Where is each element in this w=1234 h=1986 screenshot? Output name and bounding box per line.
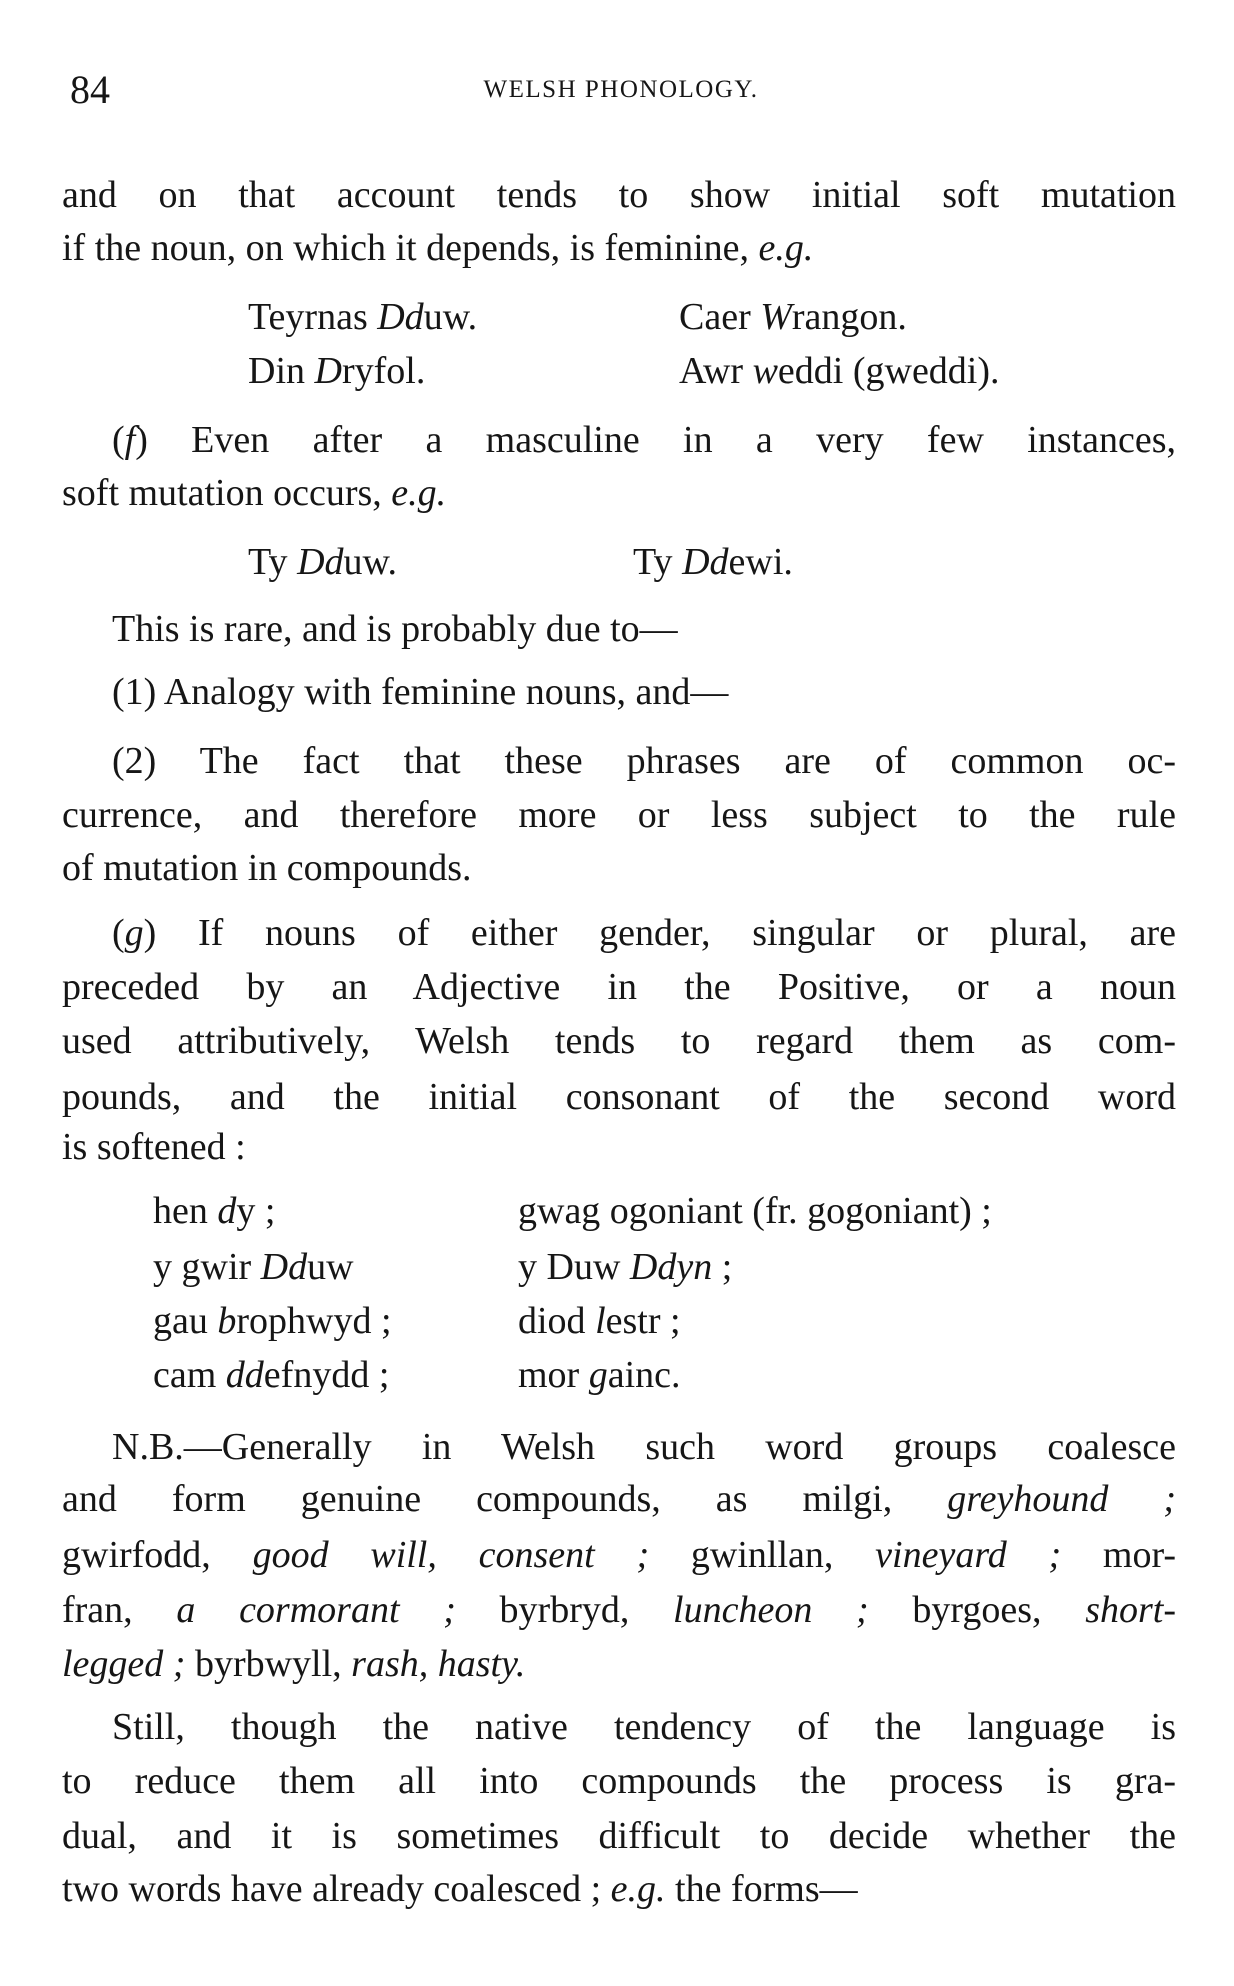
text-line — [112, 665, 1176, 719]
page-number: 84 — [70, 67, 110, 112]
italic-text: Dd — [682, 541, 729, 583]
italic-text: f — [124, 419, 136, 461]
italic-text: e.g. — [610, 1868, 666, 1910]
example-phrase — [248, 344, 425, 398]
example-row — [0, 344, 1234, 398]
text-run: ; — [712, 1246, 733, 1288]
text-run: eddi (gweddi). — [777, 350, 1000, 392]
example-row — [0, 1348, 1234, 1402]
text-run: dual, and it is sometimes difficult to decide whether the — [62, 1815, 1176, 1857]
example-phrase — [153, 1184, 275, 1238]
text-run: hen — [153, 1190, 218, 1232]
text-run: (2) The fact that these phrases are of common oc- — [112, 740, 1176, 782]
example-row — [0, 1184, 1234, 1238]
example-row — [0, 1240, 1234, 1294]
text-run: Awr — [679, 350, 753, 392]
text-line — [62, 221, 1176, 275]
example-phrase — [518, 1348, 681, 1402]
example-phrase — [248, 290, 477, 344]
text-run: diod — [518, 1300, 596, 1342]
example-phrase — [153, 1240, 354, 1294]
example-row — [0, 1294, 1234, 1348]
text-line — [62, 1583, 1176, 1637]
example-phrase — [248, 535, 397, 589]
text-run: of mutation in compounds. — [62, 847, 472, 889]
italic-text: W — [760, 296, 792, 338]
text-line — [62, 168, 1176, 222]
text-run: Ty — [633, 541, 683, 583]
text-line — [62, 1754, 1176, 1808]
text-line — [62, 841, 1176, 895]
text-run: and form genuine compounds, as milgi, — [62, 1478, 948, 1520]
italic-text: Dd — [297, 541, 344, 583]
italic-text: a cormorant ; — [176, 1589, 456, 1631]
text-run: ainc. — [607, 1354, 681, 1396]
text-run: gwinllan, — [649, 1534, 876, 1576]
text-run: if the noun, on which it depends, is feminine, — [62, 227, 759, 269]
italic-text: Dd — [377, 296, 424, 338]
text-run: y gwir — [153, 1246, 261, 1288]
italic-text: rash, hasty. — [351, 1643, 526, 1685]
text-run: is softened : — [62, 1126, 246, 1168]
text-run: gwirfodd, — [62, 1534, 253, 1576]
text-run: (1) Analogy with feminine nouns, and— — [112, 671, 729, 713]
example-row — [0, 290, 1234, 344]
text-line — [62, 1637, 1176, 1691]
text-line — [62, 1809, 1176, 1863]
text-run: y Duw — [518, 1246, 630, 1288]
text-run: N.B.—Generally in Welsh such word groups coalesce — [112, 1426, 1176, 1468]
text-run: estr ; — [605, 1300, 681, 1342]
text-run: byrgoes, — [868, 1589, 1086, 1631]
text-run: Ty — [248, 541, 298, 583]
text-run: Din — [248, 350, 315, 392]
italic-text: e.g. — [391, 472, 447, 514]
example-phrase — [518, 1240, 732, 1294]
text-line — [62, 1070, 1176, 1124]
text-run: uw. — [343, 541, 397, 583]
text-run: used attributively, Welsh tends to regard them as com- — [62, 1020, 1176, 1062]
italic-text: e.g. — [758, 227, 814, 269]
italic-text: good will, consent ; — [252, 1534, 650, 1576]
text-run: ewi. — [728, 541, 793, 583]
text-line — [112, 906, 1176, 960]
text-run: mor- — [1061, 1534, 1176, 1576]
italic-text: Ddyn — [629, 1246, 713, 1288]
example-phrase — [153, 1348, 389, 1402]
text-run: rangon. — [791, 296, 907, 338]
text-run: Still, though the native tendency of the language is — [112, 1706, 1176, 1748]
italic-text: short- — [1085, 1589, 1176, 1631]
example-phrase — [518, 1294, 681, 1348]
text-run: to reduce them all into compounds the process is gra- — [62, 1760, 1176, 1802]
italic-text: Dd — [260, 1246, 308, 1288]
text-run: Caer — [679, 296, 761, 338]
text-run: ) Even after a masculine in a very few instances, — [135, 419, 1176, 461]
italic-text: l — [595, 1300, 606, 1342]
example-phrase — [153, 1294, 392, 1348]
text-line — [62, 466, 1176, 520]
text-run: uw. — [423, 296, 478, 338]
text-line — [112, 1700, 1176, 1754]
italic-text: legged ; — [62, 1643, 186, 1685]
italic-text: b — [217, 1300, 237, 1342]
italic-text: w — [752, 350, 778, 392]
text-line — [62, 1472, 1176, 1526]
text-run: the forms— — [665, 1868, 858, 1910]
text-run: pounds, and the initial consonant of the second word — [62, 1076, 1176, 1118]
text-line — [62, 1014, 1176, 1068]
italic-text: luncheon ; — [673, 1589, 869, 1631]
text-line — [62, 960, 1176, 1014]
text-run: fran, — [62, 1589, 177, 1631]
text-run: preceded by an Adjective in the Positive, or a noun — [62, 966, 1176, 1008]
text-run: and on that account tends to show initial soft mutation — [62, 174, 1176, 216]
text-run: gwag ogoniant (fr. gogoniant) ; — [518, 1190, 992, 1232]
text-run: efnydd ; — [263, 1354, 390, 1396]
text-run: gau — [153, 1300, 218, 1342]
example-phrase — [633, 535, 793, 589]
text-line — [62, 1862, 1176, 1916]
text-run: soft mutation occurs, — [62, 472, 392, 514]
example-phrase — [518, 1184, 992, 1238]
text-run: byrbwyll, — [185, 1643, 352, 1685]
text-run: two words have already coalesced ; — [62, 1868, 611, 1910]
italic-text: g — [588, 1354, 608, 1396]
text-line — [62, 1528, 1176, 1582]
text-run: Teyrnas — [248, 296, 378, 338]
text-line — [112, 1420, 1176, 1474]
text-line — [62, 1120, 1176, 1174]
example-row — [0, 535, 1234, 589]
text-run: ryfol. — [341, 350, 426, 392]
italic-text: d — [217, 1190, 237, 1232]
text-run: mor — [518, 1354, 589, 1396]
text-run: ( — [112, 419, 125, 461]
text-run: y ; — [236, 1190, 276, 1232]
text-line — [62, 788, 1176, 842]
running-title: WELSH PHONOLOGY. — [483, 76, 759, 103]
text-run: cam — [153, 1354, 226, 1396]
text-run: byrbryd, — [455, 1589, 674, 1631]
italic-text: D — [314, 350, 342, 392]
text-line — [112, 413, 1176, 467]
italic-text: vineyard ; — [875, 1534, 1062, 1576]
text-run: uw — [307, 1246, 354, 1288]
text-run: ( — [112, 912, 125, 954]
text-run: This is rare, and is probably due to— — [112, 608, 678, 650]
text-line — [112, 602, 1176, 656]
example-phrase — [679, 344, 1000, 398]
italic-text: dd — [225, 1354, 264, 1396]
example-phrase — [679, 290, 907, 344]
text-run: ) If nouns of either gender, singular or plural, are — [143, 912, 1176, 954]
text-line — [112, 734, 1176, 788]
italic-text: greyhound ; — [947, 1478, 1176, 1520]
text-run: rophwyd ; — [236, 1300, 392, 1342]
text-run: currence, and therefore more or less subject to the rule — [62, 794, 1176, 836]
italic-text: g — [124, 912, 144, 954]
